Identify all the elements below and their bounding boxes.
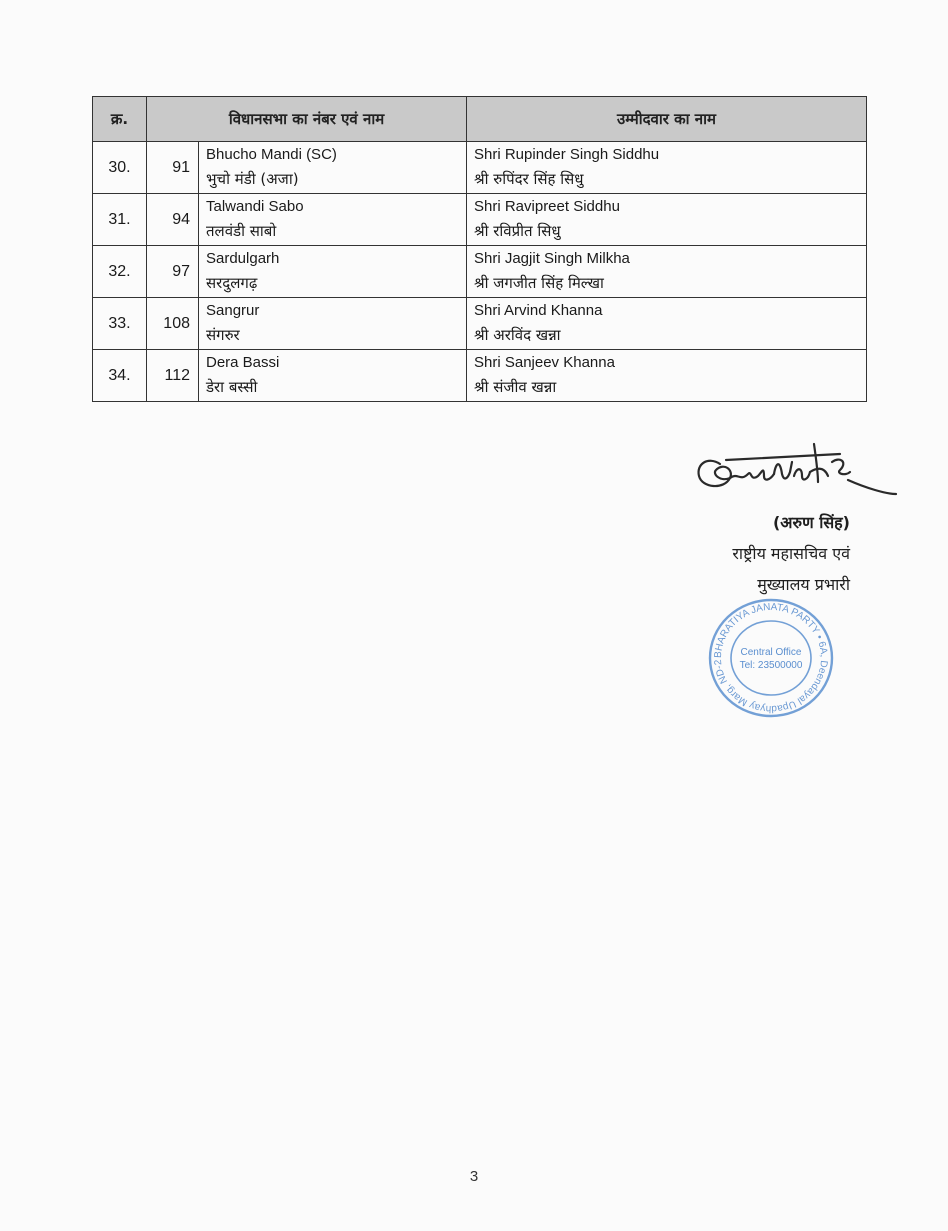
table-row bbox=[93, 350, 867, 402]
constituency-name-english: Sangrur bbox=[206, 301, 260, 319]
candidate-name-hindi: श्री रविप्रीत सिधु bbox=[474, 221, 561, 240]
table-row bbox=[93, 246, 867, 298]
handwritten-signature bbox=[690, 432, 900, 510]
candidate-name-english: Shri Jagjit Singh Milkha bbox=[474, 249, 630, 267]
constituency-name-english: Bhucho Mandi (SC) bbox=[206, 145, 337, 163]
constituency-name-hindi: भुचो मंडी (अजा) bbox=[206, 169, 299, 188]
signatory-name: (अरुण सिंह) bbox=[772, 513, 850, 532]
header-constituency: विधानसभा का नंबर एवं नाम bbox=[147, 97, 467, 142]
candidate-name-english: Shri Sanjeev Khanna bbox=[474, 353, 615, 371]
table-row bbox=[93, 142, 867, 194]
header-serial: क्र. bbox=[93, 97, 147, 142]
constituency-name-cell bbox=[199, 194, 467, 246]
constituency-name-hindi: तलवंडी साबो bbox=[206, 221, 277, 240]
serial-cell: 32. bbox=[93, 246, 147, 298]
constituency-name-english: Dera Bassi bbox=[206, 353, 280, 371]
candidate-name-cell bbox=[467, 298, 867, 350]
candidate-name-cell bbox=[467, 142, 867, 194]
candidate-name-english: Shri Rupinder Singh Siddhu bbox=[474, 145, 660, 163]
candidate-name-hindi: श्री संजीव खन्ना bbox=[474, 377, 557, 396]
header-candidate: उम्मीदवार का नाम bbox=[467, 97, 867, 142]
candidate-table bbox=[92, 96, 867, 402]
candidate-name-english: Shri Arvind Khanna bbox=[474, 301, 603, 319]
table-row bbox=[93, 194, 867, 246]
signatory-designation-line2: मुख्यालय प्रभारी bbox=[757, 575, 850, 594]
constituency-name-cell bbox=[199, 298, 467, 350]
candidate-name-cell bbox=[467, 246, 867, 298]
constituency-number-cell: 91 bbox=[147, 142, 199, 194]
candidate-name-cell bbox=[467, 350, 867, 402]
constituency-name-english: Sardulgarh bbox=[206, 249, 280, 267]
party-office-stamp bbox=[706, 597, 836, 719]
candidate-name-hindi: श्री रुपिंदर सिंह सिधु bbox=[474, 169, 584, 188]
constituency-name-hindi: सरदुलगढ़ bbox=[206, 273, 258, 292]
constituency-number-cell: 108 bbox=[147, 298, 199, 350]
serial-cell: 30. bbox=[93, 142, 147, 194]
stamp-line1: Central Office bbox=[740, 647, 802, 658]
constituency-name-hindi: संगरुर bbox=[206, 325, 240, 344]
constituency-name-cell bbox=[199, 142, 467, 194]
signatory-block bbox=[732, 507, 850, 600]
stamp-line2: Tel: 23500000 bbox=[739, 660, 803, 671]
serial-cell: 33. bbox=[93, 298, 147, 350]
candidate-name-hindi: श्री अरविंद खन्ना bbox=[474, 325, 561, 344]
constituency-number-cell: 94 bbox=[147, 194, 199, 246]
table-header-row bbox=[93, 97, 867, 142]
table-row bbox=[93, 298, 867, 350]
serial-cell: 34. bbox=[93, 350, 147, 402]
constituency-number-cell: 112 bbox=[147, 350, 199, 402]
serial-cell: 31. bbox=[93, 194, 147, 246]
constituency-number-cell: 97 bbox=[147, 246, 199, 298]
stamp-ring-text: BHARATIYA JANATA PARTY • 6A, Deendayal Upadhyay Marg, ND-2 bbox=[712, 601, 830, 715]
page-number: 3 bbox=[469, 1168, 479, 1185]
constituency-name-cell bbox=[199, 350, 467, 402]
signatory-designation-line1: राष्ट्रीय महासचिव एवं bbox=[732, 544, 850, 563]
constituency-name-cell bbox=[199, 246, 467, 298]
candidate-name-hindi: श्री जगजीत सिंह मिल्खा bbox=[474, 273, 604, 292]
constituency-name-hindi: डेरा बस्सी bbox=[206, 377, 258, 396]
candidate-name-cell bbox=[467, 194, 867, 246]
candidate-name-english: Shri Ravipreet Siddhu bbox=[474, 197, 620, 215]
constituency-name-english: Talwandi Sabo bbox=[206, 197, 304, 215]
